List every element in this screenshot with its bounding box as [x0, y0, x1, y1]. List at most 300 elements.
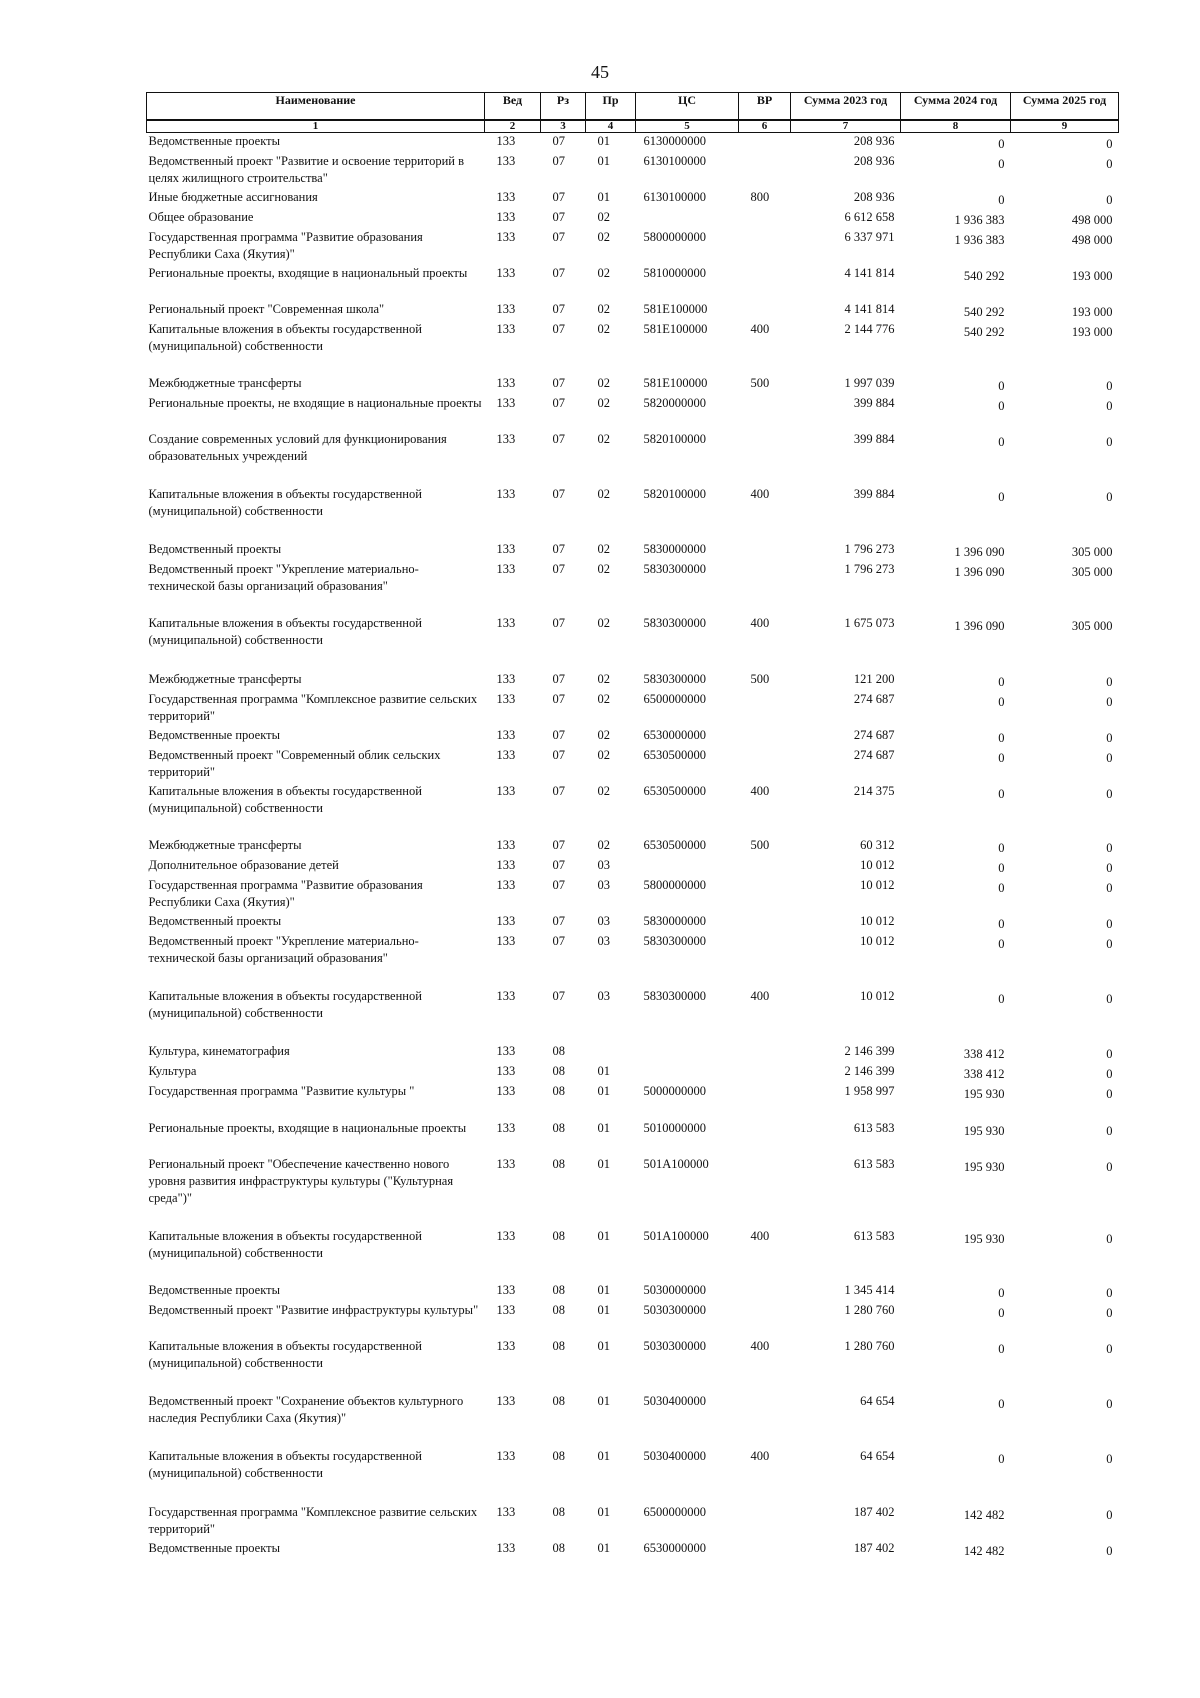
row-sum-2023: 1 280 760	[844, 1339, 895, 1353]
row-name: Капитальные вложения в объекты государственной (муниципальной) собственности	[148, 322, 422, 353]
row-ved: 133	[496, 1394, 516, 1408]
row-sum-2023: 613 583	[853, 1229, 895, 1243]
row-vr	[739, 431, 791, 486]
table-row	[147, 913, 1119, 933]
table-row	[147, 933, 1119, 988]
row-rz: 07	[552, 692, 565, 706]
row-ved: 133	[496, 1541, 516, 1555]
table-body	[147, 133, 1119, 1561]
row-rz: 08	[552, 1229, 565, 1243]
row-ved: 133	[496, 878, 516, 892]
row-ved: 133	[496, 134, 516, 148]
row-sum-2023: 1 796 273	[844, 562, 895, 576]
row-name: Межбюджетные трансферты	[148, 376, 302, 390]
row-sum-2023: 187 402	[853, 1541, 895, 1555]
row-ved: 133	[496, 672, 516, 686]
row-pr: 01	[597, 154, 610, 168]
row-name: Региональный проект "Обеспечение качественно нового уровня развития инфраструктуры культуры ("Культурная среда")"	[148, 1157, 454, 1205]
row-vr	[739, 1156, 791, 1228]
row-sum-2024: 0	[998, 193, 1005, 207]
row-ved: 133	[496, 616, 516, 630]
row-vr: 400	[750, 616, 770, 630]
row-rz: 08	[552, 1339, 565, 1353]
table-row	[147, 301, 1119, 321]
row-pr: 02	[597, 432, 610, 446]
row-ved: 133	[496, 210, 516, 224]
row-pr: 02	[597, 230, 610, 244]
row-cs: 6530500000	[643, 748, 706, 762]
row-vr	[739, 561, 791, 615]
row-pr: 02	[597, 838, 610, 852]
row-rz: 07	[552, 154, 565, 168]
row-name: Ведомственный проект "Сохранение объектов культурного наследия Республики Саха (Якутия)"	[148, 1394, 464, 1425]
row-cs: 5030400000	[643, 1394, 706, 1408]
row-cs: 5830000000	[643, 542, 706, 556]
row-pr: 02	[597, 396, 610, 410]
row-cs: 5810000000	[643, 266, 706, 280]
row-name: Межбюджетные трансферты	[148, 672, 302, 686]
row-vr: 800	[750, 190, 770, 204]
row-ved: 133	[496, 542, 516, 556]
row-sum-2024: 540 292	[963, 269, 1005, 283]
row-rz: 07	[552, 838, 565, 852]
row-pr: 03	[597, 858, 610, 872]
row-sum-2024: 0	[998, 731, 1005, 745]
row-sum-2025: 0	[1106, 1232, 1113, 1246]
table-row	[147, 1302, 1119, 1338]
row-sum-2024: 195 930	[963, 1160, 1005, 1174]
row-sum-2024: 1 396 090	[954, 565, 1005, 579]
row-sum-2025: 0	[1106, 751, 1113, 765]
row-pr: 02	[597, 562, 610, 576]
table-row	[147, 857, 1119, 877]
row-sum-2024: 1 936 383	[954, 213, 1005, 227]
row-ved: 133	[496, 1339, 516, 1353]
row-rz: 07	[552, 989, 565, 1003]
row-pr: 01	[597, 1084, 610, 1098]
header-cs: ЦС	[636, 93, 739, 121]
row-sum-2024: 0	[998, 1342, 1005, 1356]
row-vr: 500	[750, 672, 770, 686]
table-row	[147, 988, 1119, 1043]
row-name: Государственная программа "Развитие культуры "	[148, 1084, 415, 1098]
table-row	[147, 1083, 1119, 1120]
column-number: 9	[1011, 120, 1119, 133]
row-name: Государственная программа "Развитие образования Республики Саха (Якутия)"	[148, 878, 423, 909]
row-name: Региональные проекты, входящие в национальные проекты	[148, 1121, 467, 1135]
row-rz: 07	[552, 878, 565, 892]
row-sum-2025: 0	[1106, 1452, 1113, 1466]
row-sum-2023: 208 936	[853, 154, 895, 168]
row-rz: 07	[552, 487, 565, 501]
row-ved: 133	[496, 1121, 516, 1135]
row-cs: 581E100000	[643, 322, 708, 336]
row-sum-2025: 0	[1106, 379, 1113, 393]
row-sum-2023: 274 687	[853, 748, 895, 762]
row-rz: 07	[552, 542, 565, 556]
row-name: Общее образование	[148, 210, 254, 224]
row-cs: 6530000000	[643, 1541, 706, 1555]
row-rz: 07	[552, 376, 565, 390]
row-ved: 133	[496, 230, 516, 244]
row-vr	[739, 153, 791, 189]
row-sum-2025: 0	[1106, 1306, 1113, 1320]
row-cs: 5820000000	[643, 396, 706, 410]
row-cs: 5830000000	[643, 914, 706, 928]
table-row	[147, 541, 1119, 561]
row-sum-2023: 10 012	[860, 989, 895, 1003]
row-vr	[739, 133, 791, 154]
row-cs: 6530500000	[643, 784, 706, 798]
row-rz: 07	[552, 322, 565, 336]
header-pr: Пр	[586, 93, 636, 121]
header-ved: Вед	[485, 93, 541, 121]
table-row	[147, 1063, 1119, 1083]
row-ved: 133	[496, 266, 516, 280]
row-name: Капитальные вложения в объекты государственной (муниципальной) собственности	[148, 487, 422, 518]
row-ved: 133	[496, 1064, 516, 1078]
row-name: Ведомственные проекты	[148, 1283, 281, 1297]
row-pr: 03	[597, 989, 610, 1003]
row-sum-2025: 498 000	[1071, 233, 1113, 247]
row-sum-2023: 121 200	[853, 672, 895, 686]
row-rz: 08	[552, 1283, 565, 1297]
row-ved: 133	[496, 858, 516, 872]
budget-table	[146, 92, 1119, 1560]
row-sum-2023: 2 146 399	[844, 1044, 895, 1058]
row-sum-2023: 214 375	[853, 784, 895, 798]
row-pr: 02	[597, 487, 610, 501]
row-ved: 133	[496, 376, 516, 390]
row-sum-2024: 0	[998, 787, 1005, 801]
row-name: Культура	[148, 1064, 197, 1078]
row-name: Государственная программа "Комплексное развитие сельских территорий"	[148, 1505, 478, 1536]
row-sum-2024: 0	[998, 490, 1005, 504]
row-pr: 01	[597, 1505, 610, 1519]
table-row	[147, 133, 1119, 154]
row-sum-2024: 0	[998, 695, 1005, 709]
row-name: Ведомственные проекты	[148, 134, 281, 148]
row-name: Государственная программа "Развитие образования Республики Саха (Якутия)"	[148, 230, 423, 261]
row-sum-2023: 60 312	[860, 838, 895, 852]
row-sum-2024: 0	[998, 1452, 1005, 1466]
row-sum-2023: 6 337 971	[844, 230, 895, 244]
table-row	[147, 1228, 1119, 1282]
row-sum-2025: 0	[1106, 731, 1113, 745]
row-sum-2025: 0	[1106, 1160, 1113, 1174]
row-ved: 133	[496, 748, 516, 762]
row-sum-2025: 0	[1106, 695, 1113, 709]
table-row	[147, 375, 1119, 395]
row-pr: 01	[597, 1283, 610, 1297]
row-rz: 07	[552, 302, 565, 316]
row-sum-2025: 0	[1106, 861, 1113, 875]
row-vr	[739, 747, 791, 783]
row-sum-2024: 0	[998, 435, 1005, 449]
row-pr: 02	[597, 672, 610, 686]
row-sum-2023: 64 654	[860, 1394, 895, 1408]
column-number: 3	[541, 120, 586, 133]
row-sum-2023: 2 146 399	[844, 1064, 895, 1078]
row-sum-2024: 0	[998, 1397, 1005, 1411]
row-cs: 6500000000	[643, 692, 706, 706]
row-sum-2025: 0	[1106, 937, 1113, 951]
row-sum-2024: 0	[998, 917, 1005, 931]
row-sum-2025: 0	[1106, 1067, 1113, 1081]
row-sum-2024: 195 930	[963, 1124, 1005, 1138]
row-rz: 07	[552, 728, 565, 742]
row-cs: 5830300000	[643, 989, 706, 1003]
row-pr: 01	[597, 1339, 610, 1353]
row-vr	[739, 541, 791, 561]
row-ved: 133	[496, 190, 516, 204]
row-ved: 133	[496, 432, 516, 446]
row-cs	[636, 1063, 739, 1083]
row-sum-2025: 0	[1106, 1047, 1113, 1061]
row-sum-2023: 10 012	[860, 858, 895, 872]
row-name: Региональный проект "Современная школа"	[148, 302, 385, 316]
row-sum-2023: 613 583	[853, 1157, 895, 1171]
table-row	[147, 265, 1119, 301]
row-name: Капитальные вложения в объекты государственной (муниципальной) собственности	[148, 1339, 422, 1370]
row-ved: 133	[496, 1449, 516, 1463]
header-vr: ВР	[739, 93, 791, 121]
row-vr: 400	[750, 487, 770, 501]
row-sum-2024: 0	[998, 379, 1005, 393]
row-pr: 01	[597, 134, 610, 148]
row-name: Создание современных условий для функционирования образовательных учреждений	[148, 432, 447, 463]
table-row	[147, 747, 1119, 783]
row-rz: 08	[552, 1064, 565, 1078]
row-pr: 02	[597, 266, 610, 280]
row-vr: 400	[750, 989, 770, 1003]
row-sum-2025: 0	[1106, 1544, 1113, 1558]
row-vr	[739, 395, 791, 431]
table-row	[147, 1540, 1119, 1560]
row-ved: 133	[496, 1084, 516, 1098]
row-pr: 02	[597, 692, 610, 706]
row-vr: 400	[750, 784, 770, 798]
row-name: Капитальные вложения в объекты государственной (муниципальной) собственности	[148, 784, 422, 815]
row-vr: 400	[750, 322, 770, 336]
row-cs: 501A100000	[643, 1229, 709, 1243]
row-cs: 5800000000	[643, 230, 706, 244]
row-vr	[739, 877, 791, 913]
row-rz: 07	[552, 432, 565, 446]
table-row	[147, 1338, 1119, 1393]
column-number: 2	[485, 120, 541, 133]
row-sum-2025: 0	[1106, 399, 1113, 413]
row-sum-2024: 1 396 090	[954, 545, 1005, 559]
row-pr: 01	[597, 1229, 610, 1243]
table-row	[147, 1043, 1119, 1063]
row-sum-2024: 0	[998, 157, 1005, 171]
row-pr: 01	[597, 190, 610, 204]
header-rz: Рз	[541, 93, 586, 121]
column-number-row	[147, 120, 1119, 133]
row-sum-2024: 0	[998, 992, 1005, 1006]
row-sum-2025: 0	[1106, 992, 1113, 1006]
row-pr: 02	[597, 784, 610, 798]
row-rz: 07	[552, 934, 565, 948]
row-vr	[739, 301, 791, 321]
row-name: Региональные проекты, входящие в национальный проекты	[148, 266, 468, 280]
table-row	[147, 877, 1119, 913]
row-sum-2024: 0	[998, 399, 1005, 413]
row-name: Капитальные вложения в объекты государственной (муниципальной) собственности	[148, 989, 422, 1020]
row-ved: 133	[496, 302, 516, 316]
row-ved: 133	[496, 728, 516, 742]
row-name: Ведомственные проекты	[148, 728, 281, 742]
row-sum-2024: 195 930	[963, 1087, 1005, 1101]
row-pr: 02	[597, 542, 610, 556]
row-sum-2024: 0	[998, 861, 1005, 875]
row-cs: 5820100000	[643, 432, 706, 446]
row-sum-2024: 0	[998, 937, 1005, 951]
row-vr	[739, 1302, 791, 1338]
row-vr	[739, 1282, 791, 1302]
row-sum-2024: 0	[998, 137, 1005, 151]
row-cs: 5830300000	[643, 562, 706, 576]
row-rz: 08	[552, 1303, 565, 1317]
row-name: Ведомственный проект "Современный облик сельских территорий"	[148, 748, 441, 779]
column-number: 4	[586, 120, 636, 133]
table-row	[147, 1504, 1119, 1540]
row-ved: 133	[496, 1505, 516, 1519]
row-name: Капитальные вложения в объекты государственной (муниципальной) собственности	[148, 1449, 422, 1480]
row-sum-2024: 0	[998, 881, 1005, 895]
row-name: Государственная программа "Комплексное развитие сельских территорий"	[148, 692, 478, 723]
row-cs: 5830300000	[643, 672, 706, 686]
row-ved: 133	[496, 396, 516, 410]
row-pr: 02	[597, 376, 610, 390]
row-vr	[739, 265, 791, 301]
row-ved: 133	[496, 562, 516, 576]
row-sum-2025: 0	[1106, 1342, 1113, 1356]
row-rz: 07	[552, 190, 565, 204]
row-cs	[636, 857, 739, 877]
table-row	[147, 1282, 1119, 1302]
table-row	[147, 691, 1119, 727]
row-name: Ведомственный проект "Развитие и освоение территорий в целях жилищного строительства"	[148, 154, 464, 185]
row-rz: 07	[552, 616, 565, 630]
header-sum-2023: Сумма 2023 год	[791, 93, 901, 121]
row-name: Культура, кинематография	[148, 1044, 290, 1058]
row-cs: 5830300000	[643, 616, 706, 630]
row-rz: 08	[552, 1044, 565, 1058]
row-vr	[739, 209, 791, 229]
row-rz: 08	[552, 1121, 565, 1135]
table-row	[147, 561, 1119, 615]
row-cs: 5030300000	[643, 1339, 706, 1353]
row-sum-2025: 305 000	[1071, 565, 1113, 579]
row-cs: 5800000000	[643, 878, 706, 892]
row-rz: 08	[552, 1394, 565, 1408]
page-number: 45	[591, 62, 609, 82]
row-ved: 133	[496, 838, 516, 852]
row-sum-2025: 0	[1106, 1124, 1113, 1138]
row-ved: 133	[496, 1229, 516, 1243]
row-ved: 133	[496, 1303, 516, 1317]
row-ved: 133	[496, 934, 516, 948]
row-sum-2023: 613 583	[853, 1121, 895, 1135]
table-row	[147, 615, 1119, 671]
row-sum-2023: 208 936	[853, 134, 895, 148]
header-row	[147, 93, 1119, 121]
row-sum-2024: 0	[998, 1306, 1005, 1320]
row-name: Ведомственные проекты	[148, 1541, 281, 1555]
row-sum-2023: 1 958 997	[844, 1084, 895, 1098]
row-sum-2023: 274 687	[853, 692, 895, 706]
row-sum-2024: 195 930	[963, 1232, 1005, 1246]
table-row	[147, 727, 1119, 747]
row-pr: 02	[597, 616, 610, 630]
row-sum-2023: 187 402	[853, 1505, 895, 1519]
row-sum-2024: 1 936 383	[954, 233, 1005, 247]
row-vr	[739, 1540, 791, 1560]
row-cs: 581E100000	[643, 376, 708, 390]
row-ved: 133	[496, 1157, 516, 1171]
row-rz: 07	[552, 396, 565, 410]
row-vr	[739, 933, 791, 988]
row-vr	[739, 727, 791, 747]
row-sum-2023: 1 997 039	[844, 376, 895, 390]
table-row	[147, 395, 1119, 431]
row-sum-2023: 1 675 073	[844, 616, 895, 630]
row-cs	[636, 209, 739, 229]
row-cs: 5030000000	[643, 1283, 706, 1297]
row-pr: 01	[597, 1541, 610, 1555]
row-sum-2023: 208 936	[853, 190, 895, 204]
row-vr	[739, 229, 791, 265]
header-sum-2024: Сумма 2024 год	[901, 93, 1011, 121]
row-sum-2024: 1 396 090	[954, 619, 1005, 633]
row-pr: 03	[597, 914, 610, 928]
row-cs: 5820100000	[643, 487, 706, 501]
row-sum-2025: 0	[1106, 435, 1113, 449]
row-rz: 07	[552, 784, 565, 798]
row-vr	[739, 1063, 791, 1083]
row-name: Ведомственный проект "Развитие инфраструктуры культуры"	[148, 1303, 479, 1317]
row-cs: 5030400000	[643, 1449, 706, 1463]
row-rz: 08	[552, 1449, 565, 1463]
row-name: Ведомственный проект "Укрепление материально-технической базы организаций образования"	[148, 934, 419, 965]
row-sum-2024: 540 292	[963, 305, 1005, 319]
row-cs: 501A100000	[643, 1157, 709, 1171]
row-sum-2023: 399 884	[853, 487, 895, 501]
row-rz: 07	[552, 562, 565, 576]
row-rz: 08	[552, 1541, 565, 1555]
row-rz: 08	[552, 1505, 565, 1519]
row-cs	[636, 1043, 739, 1063]
row-cs: 6130100000	[643, 154, 706, 168]
row-sum-2024: 338 412	[963, 1067, 1005, 1081]
row-name: Дополнительное образование детей	[148, 858, 339, 872]
row-vr	[739, 691, 791, 727]
column-number: 8	[901, 120, 1011, 133]
row-sum-2025: 193 000	[1071, 325, 1113, 339]
row-rz: 08	[552, 1157, 565, 1171]
header-sum-2025: Сумма 2025 год	[1011, 93, 1119, 121]
table-row	[147, 671, 1119, 691]
table-row	[147, 1393, 1119, 1448]
row-vr	[739, 1504, 791, 1540]
row-sum-2023: 10 012	[860, 878, 895, 892]
row-vr	[739, 1083, 791, 1120]
row-sum-2025: 0	[1106, 1397, 1113, 1411]
row-cs: 6130100000	[643, 190, 706, 204]
row-sum-2025: 0	[1106, 1087, 1113, 1101]
